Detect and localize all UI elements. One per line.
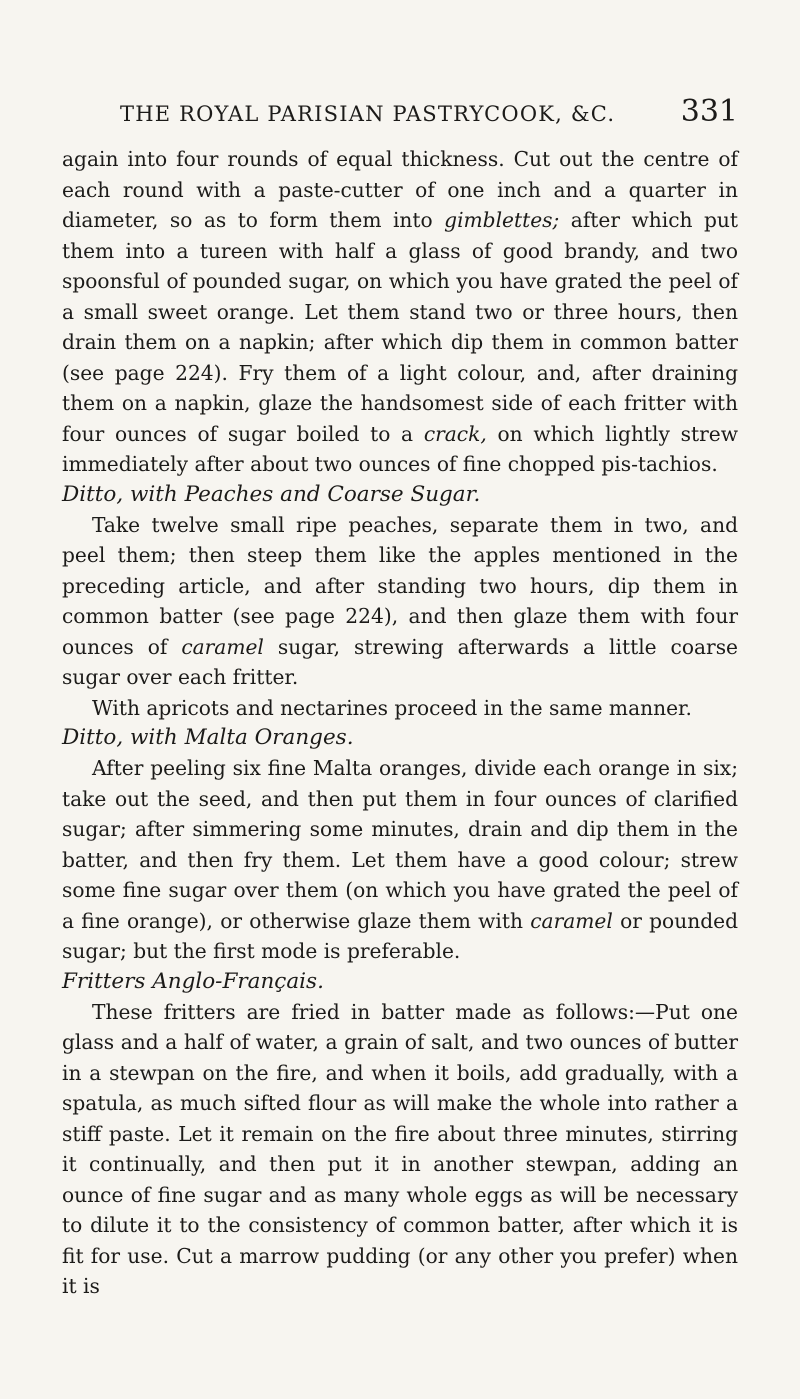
section-heading-peaches: Ditto, with Peaches and Coarse Sugar. (62, 481, 481, 507)
paragraph-malta-oranges (62, 753, 738, 967)
paragraph-apricots: With apricots and nectarines proceed in the same manner. (92, 695, 692, 720)
running-title: THE ROYAL PARISIAN PASTRYCOOK, &C. (120, 102, 616, 126)
italic-term-crack: crack, (423, 421, 487, 446)
text-run: or pounded sugar; but the first mode is preferable. (62, 908, 738, 963)
page-header (120, 94, 738, 134)
text-run: after which put them into a tureen with half a glass of good brandy, and two spoonsful of pounded sugar, on which you have grated the peel of a small sweet orange. Let them stand two or three hours, then drain them on a napkin; after which dip them in common batter (see page 224). Fry them of a light colour, and, after draining them on a napkin, glaze the handsomest side of each fritter with four ounces of sugar boiled to a (62, 208, 738, 446)
text-run: After peeling six fine Malta oranges, divide each orange in six; take out the seed, and then put them in four ounces of clarified sugar; after simmering some minutes, drain and dip them in the batter, and then fry them. Let them have a good colour; strew some fine sugar over them (on which you have grated the peel of a fine orange), or otherwise glaze them with (62, 756, 738, 933)
paragraph-anglo-francais: These fritters are fried in batter made as follows:—Put one glass and a half of water, a grain of salt, and two ounces of butter in a stewpan on the fire, and when it boils, add gradually, with a spatula, as much sifted flour as will make the whole into rather a stiff paste. Let it remain on the fire about three minutes, stirring it continually, and then put it in another stewpan, adding an ounce of fine sugar and as many whole eggs as will be necessary to dilute it to the consistency of common batter, after which it is fit for use. Cut a marrow pudding (or any other you prefer) when it is (62, 999, 738, 1298)
italic-term-caramel: caramel (530, 908, 613, 933)
text-run: on which lightly strew immediately after about two ounces of fine chopped pis-tachios. (62, 421, 738, 476)
italic-term-caramel: caramel (181, 634, 264, 659)
paragraph-peaches (62, 510, 738, 693)
page-body (62, 144, 738, 1302)
text-run: Take twelve small ripe peaches, separate them in two, and peel them; then steep them like the apples mentioned in the preceding article, and after standing two hours, dip them in common batter (see page 224), and then glaze them with four ounces of (62, 512, 738, 659)
page-number: 331 (680, 94, 738, 129)
text-run: again into four rounds of equal thickness. Cut out the centre of each round with a paste-cutter of one inch and a quarter in diameter, so as to form them into (62, 147, 738, 232)
paragraph-continued (62, 144, 738, 480)
text-run: sugar, strewing afterwards a little coarse sugar over each fritter. (62, 634, 738, 689)
section-heading-anglo-francais: Fritters Anglo-Français. (62, 968, 324, 994)
italic-term-gimblettes: gimblettes; (444, 208, 560, 232)
section-heading-malta-oranges: Ditto, with Malta Oranges. (62, 725, 354, 750)
